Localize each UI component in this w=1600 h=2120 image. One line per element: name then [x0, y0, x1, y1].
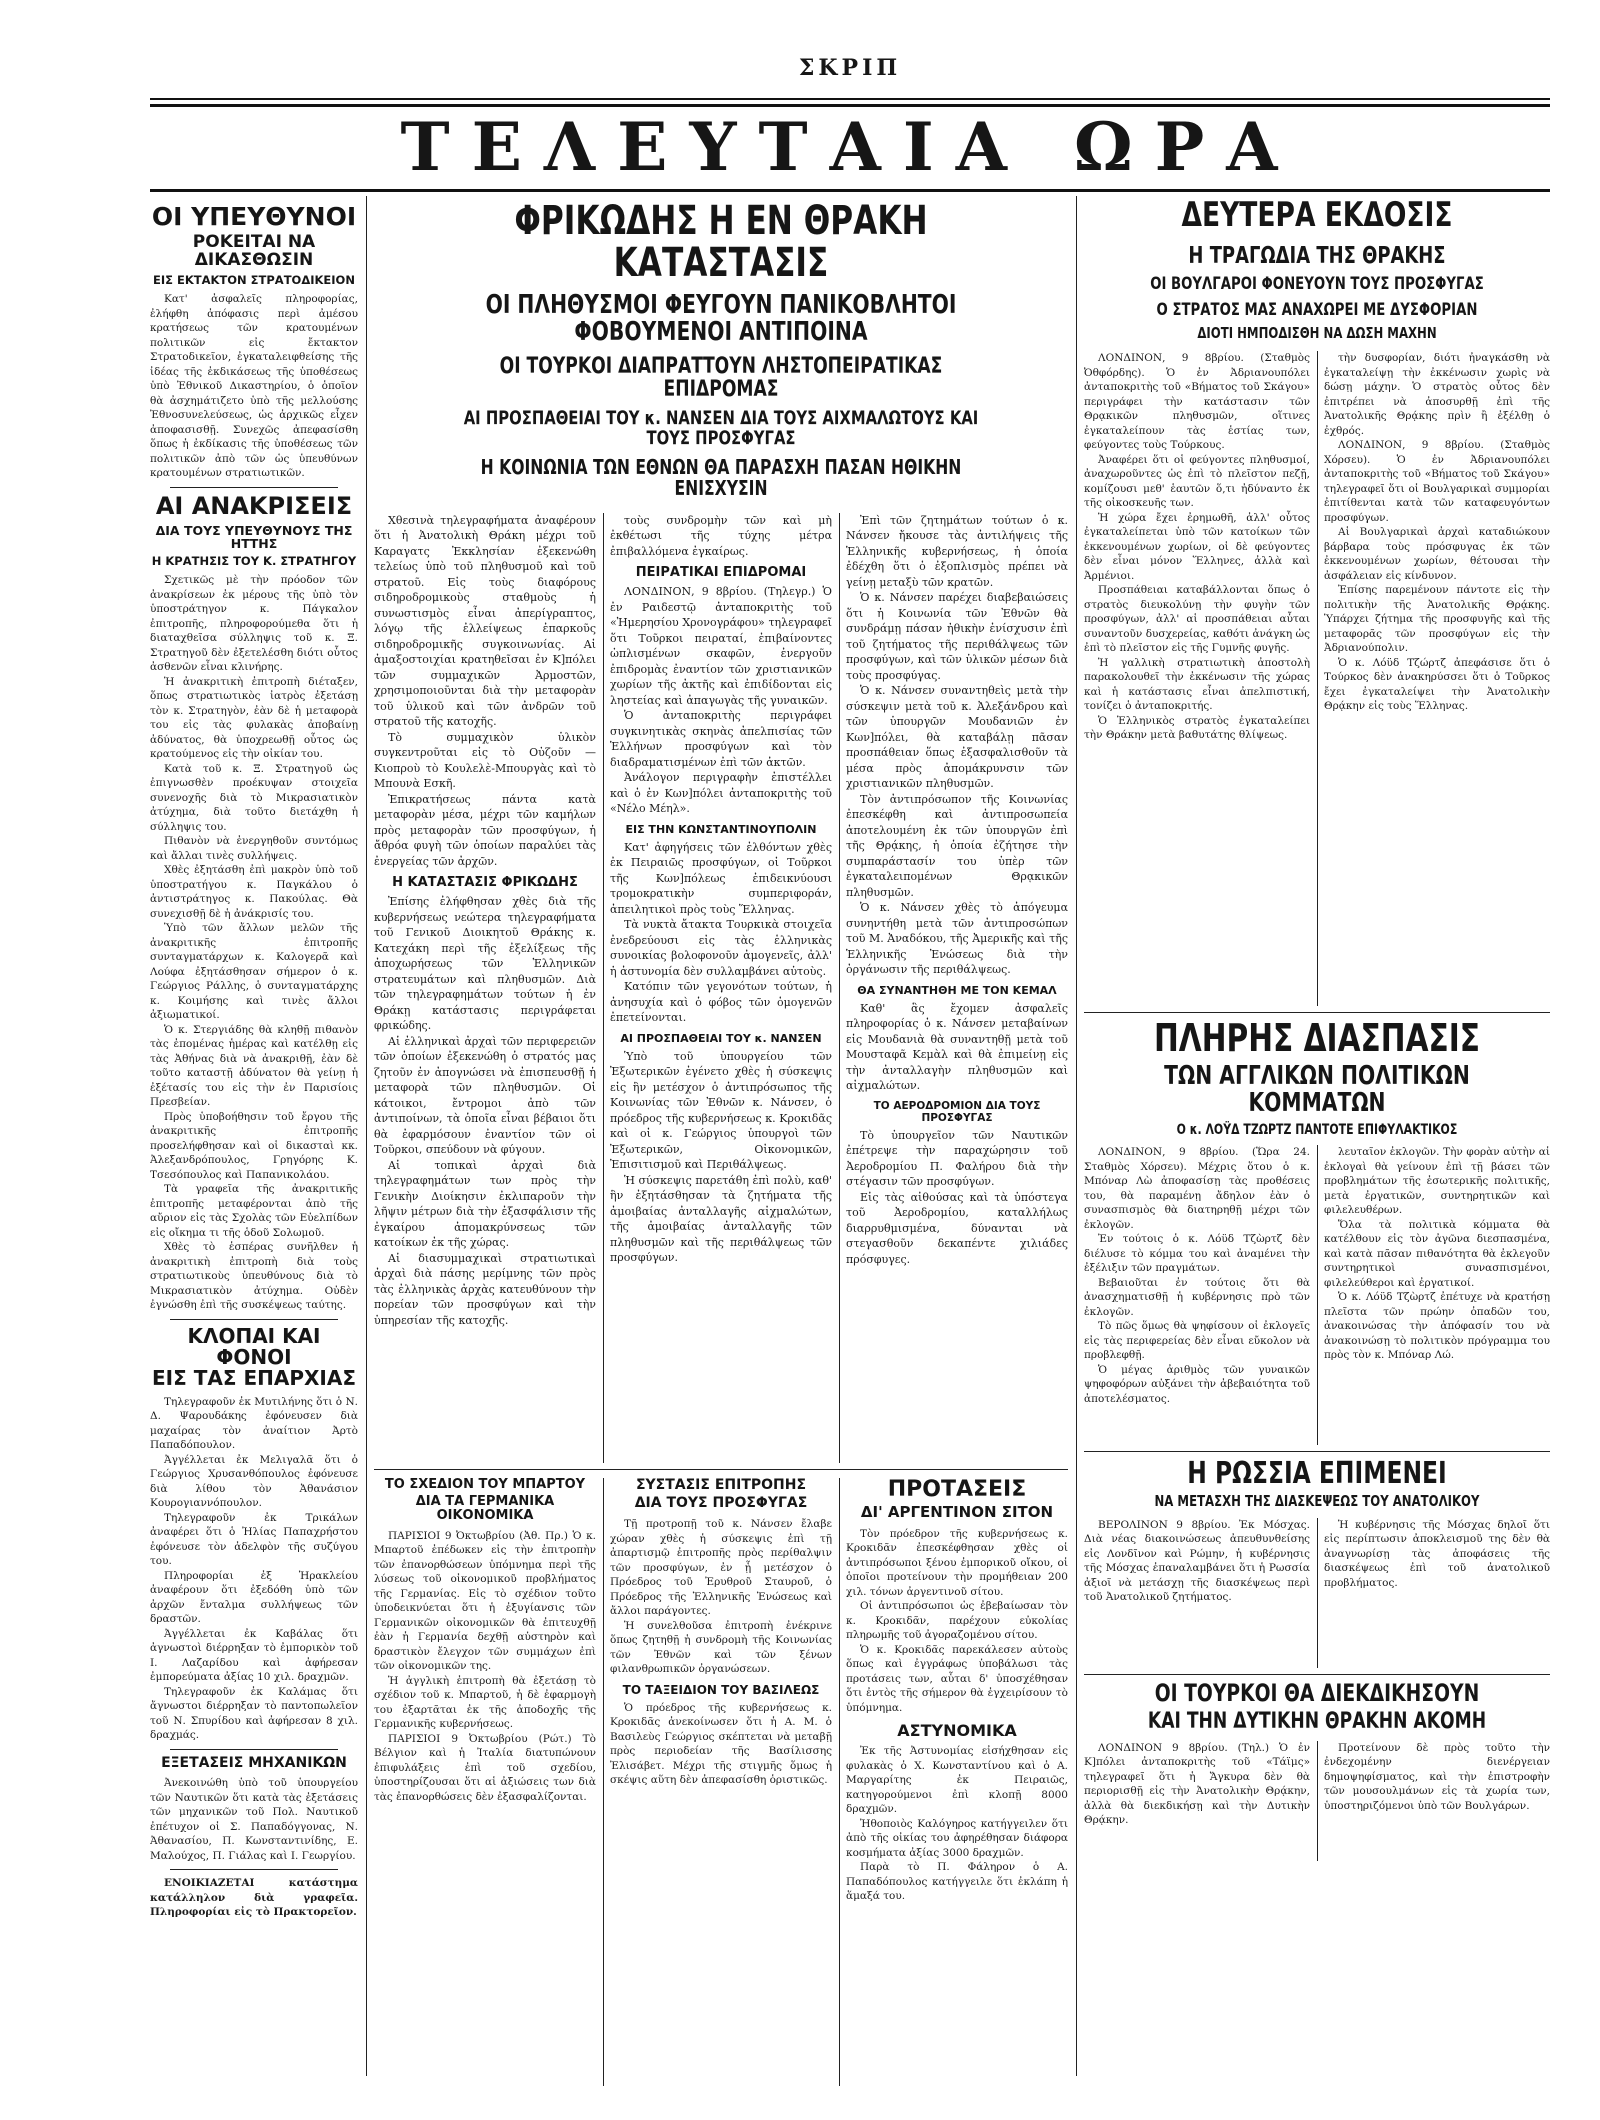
- headline: ΟΙ ΥΠΕΥΘΥΝΟΙ: [151, 202, 357, 231]
- article-paragraph: Ἡ χώρα ἔχει ἐρημωθῆ, ἀλλ' οὗτος ἐγκαταλείπεται ὑπὸ τῶν κατοίκων τῶν ἐκκενουμένων χωρίων, οἱ δὲ φεύγοντες δὲν εἶναι μόνον Ἕλληνες, ἀλλὰ καὶ Ἀρμένιοι.: [1084, 511, 1310, 582]
- headline: ΔΙ' ΑΡΓΕΝΤΙΝΟΝ ΣΙΤΟΝ: [860, 1502, 1054, 1521]
- column-divider: [603, 513, 604, 1463]
- article-paragraph: Χθεσινὰ τηλεγραφήματα ἀναφέρουν ὅτι ἡ Ἀνατολικὴ Θράκη μέχρι τοῦ Καραγατς Ἐκκλησίαν ἐξεκενώθη τελείως ὑπὸ τοῦ πληθυσμοῦ καὶ τοῦ στρατοῦ. Εἰς τοὺς διαφόρους σιδηροδρομικοὺς σταθμοὺς ἡ συνωστισμὸς εἶναι ἀπερίγραπτος, λόγῳ τῆς ἐλλείψεως ἐπαρκοῦς σιδηροδρομικῆς συγκοινωνίας. Αἱ ἀμαξοστοιχίαι κρατηθεῖσαι ἐν Κ]πόλει τῶν συμμαχικῶν Ἀρμοστῶν, χρησιμοποιοῦνται διὰ τὴν μεταφορὰν τοῦ ὑλικοῦ καὶ τῶν ἀνδρῶν τοῦ στρατοῦ τῆς κατοχῆς.: [374, 513, 596, 729]
- article-paragraph: Ἡ ἀνακριτικὴ ἐπιτροπὴ διέταξεν, ὅπως στρατιωτικὸς ἰατρὸς ἐξετάσῃ τὸν κ. Στρατηγὸν, ἐὰν δὲ ἡ μεταφορὰ του εἰς τὰς φυλακὰς ἀποβαίνῃ ἀδύνατος, θὰ ὑποχρεωθῇ οὗτος ὡς κρατούμενος εἰς τὴν οἰκίαν του.: [150, 675, 358, 760]
- article-paragraph: Ὁ Ἑλληνικὸς στρατὸς ἐγκαταλείπει τὴν Θράκην μετὰ βαθυτάτης θλίψεως.: [1084, 714, 1310, 742]
- banner-title: ΤΕΛΕΥΤΑΙΑ ΩΡΑ: [400, 108, 1300, 186]
- article-paragraph: Ὅλα τὰ πολιτικὰ κόμματα θὰ κατέλθουν εἰς τὸν ἀγῶνα διεσπασμένα, καὶ κατὰ πᾶσαν πιθανότητα θὰ ἐκλεγοῦν συντηρητικοὶ συνασπισμένοι, φιλελεύθεροι καὶ ἐργατικοί.: [1324, 1218, 1550, 1289]
- article-paragraph: τὴν δυσφορίαν, διότι ἠναγκάσθη νὰ ἐγκαταλείψῃ τὴν ἐκκένωσιν χωρὶς νὰ δώσῃ μάχην. Ὁ στρατὸς οὗτος δὲν ἐπιτρέπει νὰ ἀποσυρθῇ ἐπὶ τῆς Ἀνατολικῆς Θρᾴκης πρὶν ἢ ἐξέλθῃ ὁ ἐχθρός.: [1324, 352, 1550, 437]
- article-paragraph: Αἱ τοπικαὶ ἀρχαὶ διὰ τηλεγραφημάτων των πρὸς τὴν Γενικὴν Διοίκησιν ἐκλιπαροῦν τὴν λῆψιν μέτρων διὰ τὴν ἐξασφάλισιν τῆς ἐγκαίρου ἀπομακρύνσεως τῶν κατοίκων ἐκ τῆς χώρας.: [374, 1158, 596, 1250]
- article-paragraph: Ὁ μέγας ἀριθμὸς τῶν γυναικῶν ψηφοφόρων αὐξάνει τὴν ἀβεβαιότητα τοῦ ἀποτελέσματος.: [1084, 1363, 1310, 1405]
- center-lower-subcolumn-3: [846, 1478, 1068, 2086]
- subheading: ΑΣΤΥΝΟΜΙΚΑ: [897, 1721, 1017, 1740]
- article-separator: [170, 1749, 338, 1750]
- headline: ΕΙΣ ΤΑΣ ΕΠΑΡΧΙΑΣ: [151, 1365, 356, 1390]
- article-paragraph: Τὰ νυκτὰ ἄτακτα Τουρκικὰ στοιχεῖα ἐνεδρεύουσι εἰς τὰς ἑλληνικὰς συνοικίας βολοφονοῦν ἀμογενεῖς, ἀλλ' ἡ ἀστυνομία δὲν συλλαμβάνει αὐτοὺς.: [610, 918, 832, 978]
- article-paragraph: Οἱ ἀντιπρόσωποι ὡς ἐβεβαίωσαν τὸν κ. Κροκιδᾶν, παρέχουν εὐκολίας πληρωμῆς τοῦ ἀγοραζομένου σίτου.: [846, 1600, 1068, 1641]
- article-paragraph: ΛΟΝΔΙΝΟΝ, 9 8βρίου. (Τηλεγρ.) Ὁ ἐν Ραιδεστῷ ἀνταποκριτὴς τοῦ «Ἡμερησίου Χρονογράφου» τηλεγραφεῖ ὅτι Τοῦρκοι πειραταί, ἐπιβαίνοντες ὡπλισμένων σκαφῶν, ἐνεργοῦν ἐπιδρομὰς ἐναντίον τῶν χριστιανικῶν χωρίων τῆς ἀκτῆς καὶ ἐπιδίδονται εἰς ληστείας καὶ ἀπαγωγὰς τῆς γυναικῶν.: [610, 585, 832, 707]
- subheadline: ΔΙΟΤΙ ΗΜΠΟΔΙΣΘΗ ΝΑ ΔΩΣΗ ΜΑΧΗΝ: [1197, 323, 1437, 342]
- article-paragraph: Τὸ συμμαχικὸν ὑλικὸν συγκεντροῦται εἰς τὸ Οὐζοῦν — Κιοπροὺ τὸ Κουλελὲ-Μπουργὰς καὶ τὸ Μπουνὰ Εσκῆ.: [374, 730, 596, 791]
- subheadline: Ο κ. ΛΟΫΔ ΤΖΩΡΤΖ ΠΑΝΤΟΤΕ ΕΠΙΦΥΛΑΚΤΙΚΟΣ: [1176, 1121, 1458, 1138]
- column-divider: [839, 1478, 840, 2086]
- right-lower-block: [1084, 1518, 1550, 1668]
- subheading: ΘΑ ΣΥΝΑΝΤΗΘΗ ΜΕ ΤΟΝ ΚΕΜΑΛ: [857, 983, 1057, 997]
- right-bottom-block: [1084, 1741, 1550, 1861]
- subheadline: Η ΚΡΑΤΗΣΙΣ ΤΟΥ Κ. ΣΤΡΑΤΗΓΟΥ: [151, 553, 357, 568]
- article-paragraph: Ἀναφέρει ὅτι οἱ φεύγοντες πληθυσμοί, ἀναχωροῦντες ὡς ἐπὶ τὸ πλεῖστον πεζῇ, κομίζουσι μεθ' ἑαυτῶν ὅ,τι ἠδύναντο ἐκ τῆς οἰκοσκευῆς των.: [1084, 453, 1310, 510]
- subheading: Η ΚΑΤΑΣΤΑΣΙΣ ΦΡΙΚΩΔΗΣ: [392, 875, 578, 891]
- article-paragraph: Ὑπὸ τῶν ἄλλων μελῶν τῆς ἀνακριτικῆς ἐπιτροπῆς συνταγματάρχων κ. Καλογερᾶ καὶ Λούφα ἐξητάσθησαν σήμερον ὁ κ. Γεώργιος Ράλλης, ὁ συνταγματάρχης κ. Κοιμήσης καὶ τινὲς ἄλλοι ἀξιωματικοί.: [150, 922, 358, 1021]
- headline: ΔΙΑ ΤΑ ΓΕΡΜΑΝΙΚΑ ΟΙΚΟΝΟΜΙΚΑ: [415, 1494, 555, 1523]
- article-paragraph: Κατ' ἀφηγήσεις τῶν ἐλθόντων χθὲς ἐκ Πειραιῶς προσφύγων, οἱ Τοῦρκοι τῆς Κων]πόλεως ἐπιδεικνύουσι τρομοκρατικὴν συμπεριφοράν, ἀπειλητικοὶ πρὸς τοὺς Ἕλληνας.: [610, 840, 832, 916]
- right-subcolumn-1: [1084, 351, 1310, 1006]
- headline: ΤΩΝ ΑΓΓΛΙΚΩΝ ΠΟΛΙΤΙΚΩΝ ΚΟΜΜΑΤΩΝ: [1164, 1061, 1470, 1119]
- article-paragraph: Πληροφορίαι ἐξ Ἡρακλείου ἀναφέρουν ὅτι ἐξεδόθη ὑπὸ τῶν ἀρχῶν ἔνταλμα συλλήψεως τῶν δραστῶν.: [150, 1569, 358, 1625]
- right-subcolumn-2: [1324, 351, 1550, 1006]
- article-paragraph: Ἡ κυβέρνησις τῆς Μόσχας δηλοῖ ὅτι εἰς περίπτωσιν ἀποκλεισμοῦ της δὲν θὰ ἀναγνωρίσῃ τὰς ἀποφάσεις τῆς διασκέψεως ἐπὶ τοῦ ἀνατολικοῦ προβλήματος.: [1324, 1518, 1550, 1589]
- right-upper-block: [1084, 351, 1550, 1006]
- article-paragraph: Ὁ πρόεδρος τῆς κυβερνήσεως κ. Κροκιδᾶς ἀνεκοίνωσεν ὅτι ἡ Α. Μ. ὁ Βασιλεὺς Γεώργιος σκέπτεται νὰ μεταβῇ πρὸς περιοδείαν τῆς Βασίλισσης Ἐλισάβετ. Μέχρι τῆς στιγμῆς ὅμως ἡ σκέψις αὕτη δὲν ἀπεφασίσθη ὁριστικῶς.: [610, 1701, 832, 1787]
- subheading: ΤΟ ΑΕΡΟΔΡΟΜΙΟΝ ΔΙΑ ΤΟΥΣ ΠΡΟΣΦΥΓΑΣ: [873, 1099, 1041, 1124]
- article-paragraph: Κατόπιν τῶν γεγονότων τούτων, ἡ ἀνησυχία καὶ ὁ φόβος τῶν ὁμογενῶν ἐπετείνονται.: [610, 980, 832, 1025]
- article-paragraph: Ἐκ τῆς Ἀστυνομίας εἰσήχθησαν εἰς φυλακὰς ὁ Χ. Κωνσταντίνου καὶ ὁ Α. Μαργαρίτης ἐκ Πειραιῶς, κατηγορούμενοι ἐπὶ κλοπῇ 8000 δραχμῶν.: [846, 1745, 1068, 1815]
- center-column: [374, 196, 1068, 2086]
- article-separator: [170, 487, 338, 488]
- subheadline: ΝΑ ΜΕΤΑΣΧΗ ΤΗΣ ΔΙΑΣΚΕΨΕΩΣ ΤΟΥ ΑΝΑΤΟΛΙΚΟΥ: [1154, 1491, 1480, 1510]
- subheadline: ΕΙΣ ΕΚΤΑΚΤΟΝ ΣΤΡΑΤΟΔΙΚΕΙΟΝ: [153, 272, 355, 287]
- headline: Η ΤΡΑΓΩΔΙΑ ΤΗΣ ΘΡΑΚΗΣ: [1188, 242, 1446, 269]
- article-paragraph: Πρὸς ὑποβοήθησιν τοῦ ἔργου τῆς ἀνακριτικῆς ἐπιτροπῆς προσελήφθησαν καὶ οἱ δικασταὶ κκ. Ἀλεξανδρόπουλος, Γρηγόρης Κ. Τσεσόπουλος καὶ Παπανικολάου.: [150, 1110, 358, 1181]
- headline: ΠΡΟΤΑΣΕΙΣ: [887, 1477, 1027, 1502]
- center-subcolumn-1: [374, 513, 596, 1463]
- right-column: [1084, 196, 1550, 2086]
- column-divider: [1317, 1741, 1318, 1861]
- subheadline: ΔΙΑ ΤΟΥΣ ΥΠΕΥΘΥΝΟΥΣ ΤΗΣ ΗΤΤΗΣ: [155, 522, 353, 551]
- center-lower-subcolumn-2: [610, 1478, 832, 2086]
- headline: ΟΙ ΠΛΗΘΥΣΜΟΙ ΦΕΥΓΟΥΝ ΠΑΝΙΚΟΒΛΗΤΟΙ ΦΟΒΟΥΜΕΝΟΙ ΑΝΤΙΠΟΙΝΑ: [485, 290, 957, 348]
- center-upper-block: [374, 513, 1068, 1463]
- right-lower-subcolumn-1: [1084, 1518, 1310, 1668]
- article-paragraph: Ἠθοποιὸς Καλόγηρος κατήγγειλεν ὅτι ἀπὸ τῆς οἰκίας του ἀφηρέθησαν διάφορα κοσμήματα ἀξίας 3000 δραχμῶν.: [846, 1817, 1068, 1859]
- column-divider: [1317, 1518, 1318, 1668]
- article-paragraph: Ὁ κ. Κροκιδᾶς παρεκάλεσεν αὐτοὺς ὅπως καὶ ἐγγράφως ὑποβάλωσι τὰς προτάσεις των, αὗται δ' ὑποσχέθησαν ὅτι ἐντὸς τῆς σήμερον θὰ ἐγχειρίσουν τὸ ὑπόμνημα.: [846, 1643, 1068, 1714]
- headline: ΟΙ ΒΟΥΛΓΑΡΟΙ ΦΟΝΕΥΟΥΝ ΤΟΥΣ ΠΡΟΣΦΥΓΑΣ: [1150, 273, 1484, 294]
- column-divider: [839, 513, 840, 1463]
- article-paragraph: τοὺς συνδρομὴν τῶν καὶ μὴ ἐκθέτωσι τῆς τύχης μέτρα ἐπιβαλλόμενα ἐγκαίρως.: [610, 513, 832, 558]
- article-paragraph: Τὸν πρόεδρον τῆς κυβερνήσεως κ. Κροκιδᾶν ἐπεσκέφθησαν χθὲς οἱ ἀντιπρόσωποι ξένου ἐμπορικοῦ οἴκου, οἱ ὁποῖοι προτείνουν τὴν προμήθειαν 200 χιλ. τόνων ἀργεντινοῦ σίτου.: [846, 1527, 1068, 1598]
- headline: ΟΙ ΤΟΥΡΚΟΙ ΘΑ ΔΙΕΚΔΙΚΗΣΟΥΝ: [1154, 1678, 1480, 1707]
- left-column: [150, 196, 358, 2086]
- article-paragraph: Χθὲς ἐξητάσθη ἐπὶ μακρὸν ὑπὸ τοῦ ὑποστρατήγου κ. Παγκάλου ὁ ἀντιστράτηγος κ. Πακούλας. Θὰ συνεχισθῇ δὲ ἡ ἀνάκρισίς του.: [150, 864, 358, 920]
- main-headline: ΦΡΙΚΩΔΗΣ Η ΕΝ ΘΡΑΚΗ ΚΑΤΑΣΤΑΣΙΣ: [514, 198, 928, 286]
- center-subcolumn-3: [846, 513, 1068, 1463]
- article-paragraph: Ἀνάλογον περιγραφὴν ἐπιστέλλει καὶ ὁ ἐν Κων]πόλει ἀνταποκριτὴς τοῦ «Νέλο Μέηλ».: [610, 771, 832, 816]
- article-paragraph: Σχετικῶς μὲ τὴν πρόοδον τῶν ἀνακρίσεων ἐκ μέρους τῆς ὑπὸ τὸν ὑποστράτηγον κ. Πάγκαλον ἐπιτροπῆς, πληροφορούμεθα ὅτι ἡ διαταχθεῖσα σύλληψις τοῦ κ. Ξ. Στρατηγοῦ δὲν ἐξετελέσθη διότι οὗτος ἀσθενῶν εἶναι κλινήρης.: [150, 574, 358, 673]
- article-paragraph: Κατ' ἀσφαλεῖς πληροφορίας, ἐλήφθη ἀπόφασις περὶ ἀμέσου κρατήσεως τῶν κρατουμένων πολιτικῶν εἰς ἔκτακτον Στρατοδικεῖον, ἐγκαταλειφθείσης τῆς ἰδέας τῆς ἐκδικάσεως τῆς ὑποθέσεως ὑπὸ Ἐθνικοῦ Δικαστηρίου, ὁ ὁποῖον θὰ ἀσχημάτιζετο ὑπὸ τῆς μελλούσης Ἐθνοσυνελεύσεως, ὡς ἀρχικῶς εἶχεν ἀποφασισθῇ. Συνεχῶς ἀπεφασίσθη ὅπως ἡ ἐκδίκασις τῆς ὑποθέσεως τῶν πολιτικῶν ἀπὸ τῶν ὡς ὑπευθύνων κρατουμένων στρατιωτικῶν.: [150, 293, 358, 479]
- subheading: ΑΙ ΠΡΟΣΠΑΘΕΙΑΙ ΤΟΥ κ. ΝΑΝΣΕΝ: [620, 1031, 822, 1045]
- article-paragraph: Ὁ κ. Λόϋδ Τζὼρτζ ἐπέτυχε νὰ κρατήσῃ πλεῖστα τῶν πρώην ὀπαδῶν του, ἀνακοινώσας τὴν ἀπόφασίν του νὰ ἀνακοινώσῃ τὸ πολιτικὸν πρόγραμμα του πρὸς τὸν κ. Μπόναρ Λώ.: [1324, 1291, 1550, 1362]
- headline: ΡΟΚΕΙΤΑΙ ΝΑ ΔΙΚΑΣΘΩΣΙΝ: [192, 232, 316, 271]
- article-paragraph: Ἐν τούτοις ὁ κ. Λόϋδ Τζὼρτζ δὲν διέλυσε τὸ κόμμα του καὶ ἀναμένει τὴν ἐξέλιξιν τῶν πραγμάτων.: [1084, 1233, 1310, 1275]
- subheading: ΤΟ ΤΑΞΕΙΔΙΟΝ ΤΟΥ ΒΑΣΙΛΕΩΣ: [622, 1682, 820, 1697]
- right-middle-subcolumn-1: [1084, 1145, 1310, 1445]
- edition-headline: ΔΕΥΤΕΡΑ ΕΚΔΟΣΙΣ: [1181, 196, 1453, 235]
- headline: ΕΞΕΤΑΣΕΙΣ ΜΗΧΑΝΙΚΩΝ: [161, 1754, 347, 1771]
- article-paragraph: Ὁ κ. Νάνσεν χθὲς τὸ ἀπόγευμα συνηντήθη μετὰ τῶν ἀντιπροσώπων τοῦ Μ. Ἀναδόκου, τῆς Ἀμερικῆς καὶ τῆς Ἑλληνικῆς Ἐνώσεως διὰ τὴν ὀργάνωσιν τῆς περιθάλψεως.: [846, 901, 1068, 977]
- right-bottom-subcolumn-2: [1324, 1741, 1550, 1861]
- headline: ΔΙΑ ΤΟΥΣ ΠΡΟΣΦΥΓΑΣ: [634, 1495, 808, 1512]
- article-paragraph: Ἡ ἀγγλικὴ ἐπιτροπὴ θὰ ἐξετάσῃ τὸ σχέδιον τοῦ κ. Μπαρτοῦ, ἡ δὲ ἐφαρμογὴ του ἐξαρτᾶται ἐκ τῆς ἀποδοχῆς τῆς Γερμανικῆς κυβερνήσεως.: [374, 1674, 596, 1731]
- newspaper-name: ΣΚΡΙΠ: [798, 55, 902, 81]
- section-rule: [1084, 1674, 1550, 1675]
- subheading: ΕΙΣ ΤΗΝ ΚΩΝΣΤΑΝΤΙΝΟΥΠΟΛΙΝ: [625, 822, 817, 836]
- headline: ΟΙ ΤΟΥΡΚΟΙ ΔΙΑΠΡΑΤΤΟΥΝ ΛΗΣΤΟΠΕΙΡΑΤΙΚΑΣ ΕΠΙΔΡΟΜΑΣ: [499, 353, 943, 402]
- article-paragraph: Τὰ γραφεῖα τῆς ἀνακριτικῆς ἐπιτροπῆς μεταφέρονται ἀπὸ τῆς αὔριον εἰς τὰς Σχολὰς τῶν Εὐελπίδων εἰς οἴκημα τι τῆς ὁδοῦ Σολωμοῦ.: [150, 1183, 358, 1239]
- center-subcolumn-2: [610, 513, 832, 1463]
- article-paragraph: Αἱ διασυμμαχικαὶ στρατιωτικαὶ ἀρχαὶ διὰ πάσης μερίμνης τῶν πρὸς τὰς ἐλληνικὰς ἀρχὰς κατευθύνουν τὴν πορείαν τῶν προσφύγων καὶ τὴν ὑπηρεσίαν τῆς κατοχῆς.: [374, 1251, 596, 1327]
- headline: ΣΥΣΤΑΣΙΣ ΕΠΙΤΡΟΠΗΣ: [635, 1477, 807, 1493]
- article-paragraph: λευταῖον ἐκλογῶν. Τὴν φορὰν αὐτὴν αἱ ἐκλογαὶ θὰ γείνουν ἐπὶ τῇ βάσει τῶν προβλημάτων τῆς ἐσωτερικῆς πολιτικῆς, μετὰ ἐργατικῶν, συντηρητικῶν καὶ φιλελευθέρων.: [1324, 1146, 1550, 1217]
- article-paragraph: ΛΟΝΔΙΝΟΝ, 9 8βρίου. (Σταθμὸς Ὀθφόρδης). Ὁ ἐν Ἀδριανουπόλει ἀνταποκριτὴς τοῦ «Βήματος τοῦ Σκάγου» περιγράφει τὴν κατάστασιν τῶν Θρᾳκικῶν πληθυσμῶν, οἵτινες ἐγκαταλείπουν τὰς ἑστίας των, φεύγοντες τοὺς Τούρκους.: [1084, 352, 1310, 452]
- article-paragraph: Ἐπικρατήσεως πάντα κατὰ μεταφορὰν μέσα, μέχρι τῶν καμήλων πρὸς μεταφορὰν τῶν προσφύγων, ἡ ἄθρόα φυγὴ τῶν ὁποίων παραλύει τὰς ἐνεργείας τῶν ἀρχῶν.: [374, 792, 596, 868]
- section-rule: [1084, 1012, 1550, 1013]
- article-paragraph: Ἐπίσης παρεμένουν πάντοτε εἰς τὴν πολιτικὴν τῆς Ἀνατολικῆς Θρᾴκης. Ὑπάρχει ζήτημα τῆς προσφυγῆς καὶ τῆς μεταφορᾶς τῶν προσφύγων εἰς τὴν Ἀδριανούπολιν.: [1324, 584, 1550, 655]
- right-middle-block: [1084, 1145, 1550, 1445]
- headline: ΠΛΗΡΗΣ ΔΙΑΣΠΑΣΙΣ: [1153, 1016, 1481, 1061]
- right-bottom-subcolumn-1: [1084, 1741, 1310, 1861]
- column-divider: [1317, 1145, 1318, 1445]
- headline: Η ΚΟΙΝΩΝΙΑ ΤΩΝ ΕΘΝΩΝ ΘΑ ΠΑΡΑΣΧΗ ΠΑΣΑΝ ΗΘΙΚΗΝ ΕΝΙΣΧΥΣΙΝ: [480, 454, 962, 500]
- article-paragraph: Ἀγγέλλεται ἐκ Καβάλας ὅτι ἀγνωστοὶ διέρρηξαν τὸ ἐμπορικὸν τοῦ Ι. Λαζαρίδου καὶ ἀφήρεσαν ἐμπορεύματα ἀξίας 10 χιλ. δραχμῶν.: [150, 1627, 358, 1683]
- right-middle-subcolumn-2: [1324, 1145, 1550, 1445]
- article-paragraph: ΛΟΝΔΙΝΟΝ 9 8βρίου. (Τηλ.) Ὁ ἐν Κ]πόλει ἀνταποκριτὴς τοῦ «Τάϊμς» τηλεγραφεῖ ὅτι ἡ Ἄγκυρα δὲν θὰ περιορισθῇ εἰς τὴν Ἀνατολικὴν Θρᾴκην, ἀλλὰ θὰ διεκδικήσῃ καὶ τὴν Δυτικὴν Θρᾴκην.: [1084, 1741, 1310, 1827]
- article-paragraph: Ἡ γαλλικὴ στρατιωτικὴ ἀποστολὴ παρακολουθεῖ τὴν ἐκκένωσιν τῆς χώρας καὶ ἡ κατάστασις εἶναι ἀπελπιστική, τονίζει ὁ ἀνταποκριτής.: [1084, 656, 1310, 713]
- article-paragraph: ΠΑΡΙΣΙΟΙ 9 Ὀκτωβρίου (Ρώτ.) Τὸ Βέλγιον καὶ ἡ Ἰταλία διατυπώνουν ἐπιφυλάξεις ἐπὶ τοῦ σχεδίου, ὑποστηρίζουσαι ὅτι αἱ ἀξιώσεις των διὰ τὰς ἐπανορθώσεις δὲν ἐξασφαλίζονται.: [374, 1732, 596, 1803]
- article-paragraph: Τὸ πῶς ὅμως θὰ ψηφίσουν οἱ ἐκλογεῖς εἰς τὰς περιφερείας δὲν εἶναι εὔκολον νὰ προβλεφθῇ.: [1084, 1320, 1310, 1362]
- column-divider: [366, 196, 367, 2076]
- article-paragraph: Βεβαιοῦται ἐν τούτοις ὅτι θὰ ἀνασχηματισθῇ ἡ κυβέρνησις πρὸ τῶν ἐκλογῶν.: [1084, 1276, 1310, 1318]
- article-paragraph: Καθ' ἃς ἔχομεν ἀσφαλεῖς πληροφορίας ὁ κ. Νάνσεν μεταβαίνων εἰς Μουδανιὰ θὰ συναντηθῇ μετὰ τοῦ Μουσταφᾶ Κεμὰλ καὶ θὰ ἐπιμείνῃ εἰς τὴν ἀνταλλαγὴν πληθυσμῶν καὶ αἰχμαλώτων.: [846, 1001, 1068, 1093]
- article-paragraph: Χθὲς τὸ ἑσπέρας συνῆλθεν ἡ ἀνακριτικὴ ἐπιτροπὴ διὰ τοὺς στρατιωτικοὺς ὑπευθύνους διὰ τὸ Μικρασιατικὸν ἀτύχημα. Οὐδὲν ἐγνώσθη ἐπὶ τῆς συσκέψεως ταύτης.: [150, 1241, 358, 1311]
- article-paragraph: Αἱ ἐλληνικαὶ ἀρχαὶ τῶν περιφερειῶν τῶν ὁποίων ἐξεκενώθη ὁ στρατός μας ζητοῦν ἐν ἀπογνώσει νὰ ἐπισπευσθῇ ἡ μεταφορὰ τῶν πληθυσμῶν. Οἱ κάτοικοι, ἔντρομοι ἀπὸ τῶν ἀντιποίνων, τὰ ὁποῖα εἶναι βέβαιοι ὅτι θὰ ἐφαρμόσουν ἐναντίον τῶν οἱ Τοῦρκοι, σπεύδουν νὰ φύγουν.: [374, 1034, 596, 1157]
- section-rule: [374, 1469, 1068, 1470]
- article-paragraph: Ὁ κ. Νάνσεν παρέχει διαβεβαιώσεις ὅτι ἡ Κοινωνία τῶν Ἐθνῶν θὰ συνδράμῃ πάσαν ἠθικὴν ἐνίσχυσιν ἐπὶ τοῦ ζητήματος τῆς περιθάλψεως τῶν προσφύγων, καὶ τῶν ὑλικῶν μέσων διὰ τοὺς προσφύγας.: [846, 591, 1068, 682]
- headline: Ο ΣΤΡΑΤΟΣ ΜΑΣ ΑΝΑΧΩΡΕΙ ΜΕ ΔΥΣΦΟΡΙΑΝ: [1156, 299, 1478, 320]
- article-paragraph: Ὁ κ. Νάνσεν συναντηθεὶς μετὰ τὴν σύσκεψιν μετὰ τοῦ κ. Ἀλεξάνδρου καὶ τῶν ὑπουργῶν Μουδανιῶν ἐν Κων]πόλει, θὰ καταβάλῃ πᾶσαν προσπάθειαν ὅπως ἐξασφαλισθοῦν τὰ μέσα πρὸς ἀπομάκρυνσιν τῶν χριστιανικῶν πληθυσμῶν.: [846, 684, 1068, 791]
- article-paragraph: Ἀνεκοινώθη ὑπὸ τοῦ ὑπουργείου τῶν Ναυτικῶν ὅτι κατὰ τὰς ἐξετάσεις τῶν μηχανικῶν τοῦ Πολ. Ναυτικοῦ ἐπέτυχον οἱ Σ. Παπαδόγγονας, Ν. Ἀθανασίου, Π. Κωνσταντινίδης, Ε. Μαλούχος, Π. Γιάλας καὶ Ι. Γεωργίου.: [150, 1777, 358, 1862]
- article-paragraph: Παρὰ τὸ Π. Φάληρον ὁ Α. Παπαδόπουλος κατήγγειλε ὅτι ἐκλάπη ἡ ἅμαξά του.: [846, 1861, 1068, 1902]
- article-paragraph: Ἡ σύσκεψις παρετάθη ἐπὶ πολὺ, καθ' ἣν ἐξητάσθησαν τὰ ζητήματα τῆς ἀμοιβαίας ἀνταλλαγῆς αἰχμαλώτων, τῆς ἀμοιβαίας ἀνταλλαγῆς τῶν πληθυσμῶν καὶ τῆς περιθάλψεως τῶν προσφύγων.: [610, 1173, 832, 1265]
- article-paragraph: Ἀγγέλλεται ἐκ Μελιγαλᾶ ὅτι ὁ Γεώργιος Χρυσανθόπουλος ἐφόνευσε διὰ λίθου τὸν Ἀθανάσιον Κουρογιαννόπουλον.: [150, 1453, 358, 1509]
- masthead: [150, 55, 1550, 81]
- article-paragraph: Τῇ προτροπῇ τοῦ κ. Νάνσεν ἔλαβε χώραν χθὲς ἡ σύσκεψις ἐπὶ τῇ ἀπαρτισμῷ ἐπιτροπῆς πρὸς περίθαλψιν τῶν προσφύγων, ἐν ᾗ μετέσχον ὁ Πρόεδρος τοῦ Ἐρυθροῦ Σταυροῦ, ὁ Πρόεδρος τῆς Ἑλληνικῆς Ἑνώσεως καὶ ἄλλοι παράγοντες.: [610, 1518, 832, 1618]
- headline: ΚΛΟΠΑΙ ΚΑΙ ΦΟΝΟΙ: [187, 1323, 321, 1369]
- article-paragraph: Ὑπὸ τοῦ ὑπουργείου τῶν Ἐξωτερικῶν ἐγένετο χθὲς ἡ σύσκεψις εἰς ἣν μετέσχον ὁ ἀντιπρόσωπος τῆς Κοινωνίας τῶν Ἐθνῶν κ. Νάνσεν, ὁ πρόεδρος τῆς κυβερνήσεως κ. Κροκιδᾶς καὶ οἱ κ. Γεώργιος ὑπουργοὶ τῶν Ἐξωτερικῶν, Οἰκονομικῶν, Ἐπισιτισμοῦ καὶ Περιθάλψεως.: [610, 1049, 832, 1172]
- article-paragraph: Τὸ ὑπουργεῖον τῶν Ναυτικῶν ἐπέτρεψε τὴν παραχώρησιν τοῦ Ἀεροδρομίου Π. Φαλήρου διὰ τὴν στέγασιν τῶν προσφύγων.: [846, 1128, 1068, 1189]
- headline: ΚΑΙ ΤΗΝ ΔΥΤΙΚΗΝ ΘΡΑΚΗΝ ΑΚΟΜΗ: [1147, 1708, 1487, 1734]
- subheading: ΠΕΙΡΑΤΙΚΑΙ ΕΠΙΔΡΟΜΑΙ: [635, 565, 807, 581]
- right-lower-subcolumn-2: [1324, 1518, 1550, 1668]
- article-paragraph: Αἱ Βουλγαρικαὶ ἀρχαὶ καταδιώκουν βάρβαρα τοὺς πρόσφυγας ἐκ τῶν ἐκκενουμένων χωρίων, θέτουσαι τὴν ἀσφάλειαν εἰς κίνδυνον.: [1324, 526, 1550, 582]
- article-paragraph: Πιθανὸν νὰ ἐνεργηθοῦν συντόμως καὶ ἄλλαι τινὲς συλλήψεις.: [150, 835, 358, 862]
- center-lower-subcolumn-1: [374, 1478, 596, 2086]
- article-paragraph: Προσπάθειαι καταβάλλονται ὅπως ὁ στρατὸς διευκολύνῃ τὴν φυγὴν τῶν προσφύγων, ἀλλ' αἱ προσπάθειαι αὗται συναντοῦν δυσχερείας, καθότι ἀνάγκη ὡς ἐπὶ τὸ πλεῖστον εἰς τῆς Γυμνῆς φυγῆς.: [1084, 584, 1310, 655]
- article-paragraph: Ἐπίσης ἐλήφθησαν χθὲς διὰ τῆς κυβερνήσεως νεώτερα τηλεγραφήματα τοῦ Γενικοῦ Διοικητοῦ Θράκης κ. Κατεχάκη περὶ τῆς ἐξελίξεως τῆς ἀποχωρήσεως τῶν Ἑλληνικῶν στρατευμάτων καὶ πληθυσμῶν. Διὰ τῶν τηλεγραφημάτων τούτων ἡ ἐν Θράκῃ κατάστασις περιγράφεται φρικώδης.: [374, 895, 596, 1033]
- article-paragraph: Ἡ συνελθοῦσα ἐπιτροπὴ ἐνέκρινε ὅπως ζητηθῇ ἡ συνδρομὴ τῆς Κοινωνίας τῶν Ἐθνῶν καὶ τῶν ξένων φιλανθρωπικῶν ὀργανώσεων.: [610, 1619, 832, 1676]
- article-paragraph: ΒΕΡΟΛΙΝΟΝ 9 8βρίου. Ἐκ Μόσχας. Διὰ νέας διακοινώσεως ἀπευθυνθείσης εἰς Λονδῖνον καὶ Ρώμην, ἡ κυβέρνησις τῆς Μόσχας ἐπαναλαμβάνει ὅτι ἡ Ρωσσία ἀξιοῖ νὰ μετάσχῃ τῆς διασκέψεως περὶ τοῦ Ἀνατολικοῦ ζητήματος.: [1084, 1518, 1310, 1604]
- article-paragraph: Τὸν ἀντιπρόσωπον τῆς Κοινωνίας ἐπεσκέφθη καὶ ἀντιπροσωπεία ἀποτελουμένη ἐκ τῶν ὑπουργῶν ἐπὶ τῆς Θρᾴκης, ἡ ὁποία ἐζήτησε τὴν συμπαράστασίν του ὑπὲρ τῶν ἐγκαταλειπομένων Θρᾳκικῶν πληθυσμῶν.: [846, 792, 1068, 899]
- column-divider: [1076, 196, 1077, 2076]
- article-paragraph: Προτείνουν δὲ πρὸς τοῦτο τὴν ἐνδεχομένην διενέργειαν δημοψηφίσματος, καὶ τὴν ἐπιστροφὴν τῶν μουσουλμάνων εἰς τὰ χωρία των, ὑποστηριζόμενοι ὑπὸ τῶν Βουλγάρων.: [1324, 1741, 1550, 1812]
- article-paragraph: ΠΑΡΙΣΙΟΙ 9 Ὀκτωβρίου (Ἀθ. Πρ.) Ὁ κ. Μπαρτοῦ ἐπέδωκεν εἰς τὴν ἐπιτροπὴν τῶν ἐπανορθώσεων ὑπόμνημα περὶ τῆς λύσεως τοῦ οἰκονομικοῦ προβλήματος τῆς Γερμανίας. Εἰς τὸ σχέδιον τοῦτο ὑποδεικνύεται ὅτι ἡ ἐξυγίανσις τῶν Γερμανικῶν οἰκονομικῶν θὰ ἐπιτευχθῇ ἐὰν ἡ Γερμανία δεχθῇ αὐστηρὸν καὶ δραστικὸν ἔλεγχον τῶν συμμάχων ἐπὶ τῶν οἰκονομικῶν της.: [374, 1529, 596, 1673]
- article-separator: [170, 1319, 338, 1320]
- section-rule: [1084, 1451, 1550, 1452]
- article-paragraph: Τηλεγραφοῦν ἐκ Τρικάλων ἀναφέρει ὅτι ὁ Ἠλίας Παπαχρήστου ἐφόνευσε τὸν ἀδελφὸν τῆς συζύγου του.: [150, 1511, 358, 1567]
- section-banner: [150, 104, 1550, 192]
- article-paragraph: Εἰς τὰς αἰθούσας καὶ τὰ ὑπόστεγα τοῦ Ἀεροδρομίου, καταλλήλως διαρρυθμισμένα, δύνανται νὰ στεγασθοῦν δεκαπέντε χιλιάδες πρόσφυγες.: [846, 1190, 1068, 1266]
- article-paragraph: Τηλεγραφοῦν ἐκ Καλάμας ὅτι ἄγνωστοι διέρρηξαν τὸ παντοπωλεῖον τοῦ Ν. Σπυρίδου καὶ ἀφήρεσαν 8 χιλ. δραχμάς.: [150, 1685, 358, 1741]
- column-divider: [603, 1478, 604, 2086]
- masthead-rule: [150, 98, 1550, 100]
- headline: ΑΙ ΑΝΑΚΡΙΣΕΙΣ: [155, 491, 353, 520]
- classified-ad: ΕΝΟΙΚΙΑΖΕΤΑΙ κατάστημα κατάλληλον διὰ γραφεῖα. Πληροφορίαι εἰς τὸ Πρακτορεῖον.: [150, 1877, 358, 1919]
- article-paragraph: ΛΟΝΔΙΝΟΝ, 9 8βρίου. (Ὥρα 24. Σταθμὸς Χόρσευ). Μέχρις ὅτου ὁ κ. Μπόναρ Λὼ ἀποφασίσῃ τὰς προθέσεις του, θὰ παραμένῃ ἄδηλον ἐὰν ὁ συνασπισμὸς θὰ διατηρηθῇ μέχρι τῶν ἐκλογῶν.: [1084, 1146, 1310, 1231]
- article-paragraph: Ἐπὶ τῶν ζητημάτων τούτων ὁ κ. Νάνσεν ἤκουσε τὰς ἀντιλήψεις τῆς Ἑλληνικῆς κυβερνήσεως, ἡ ὁποία ἐδέχθη ὅτι ὁ ἐξοπλισμὸς πρέπει νὰ γείνῃ μεταξὺ τῶν κρατῶν.: [846, 513, 1068, 589]
- article-paragraph: ΛΟΝΔΙΝΟΝ, 9 8βρίου. (Σταθμὸς Χόρσευ). Ὁ ἐν Ἀδριανουπόλει ἀνταποκριτὴς τοῦ «Βήματος τοῦ Σκάγου» τηλεγραφεῖ ὅτι οἱ Βουλγαρικαὶ συμμορίαι ἐπιτίθενται κατὰ τῶν καταφευγόντων προσφύγων.: [1324, 439, 1550, 524]
- column-divider: [1317, 351, 1318, 1006]
- article-paragraph: Ὁ κ. Στεργιάδης θὰ κληθῇ πιθανὸν τὰς ἐπομένας ἡμέρας καὶ κατέλθῃ εἰς τὰς Ἀθήνας διὰ νὰ ἀνακριθῇ, ἐὰν δὲ τοῦτο καταστῇ ἀδύνατον θὰ γείνῃ ἡ ἐξέτασίς του εἰς τὴν ἐν Παρισίοις Πρεσβείαν.: [150, 1023, 358, 1108]
- center-lower-block: [374, 1478, 1068, 2086]
- article-separator: [170, 1869, 338, 1870]
- headline: Η ΡΩΣΣΙΑ ΕΠΙΜΕΝΕΙ: [1187, 1456, 1447, 1492]
- article-paragraph: Ὁ ἀνταποκριτὴς περιγράφει συγκινητικὰς σκηνὰς ἀπελπισίας τῶν Ἑλλήνων προσφύγων καὶ τὸν διαδραματισμένων ἐπὶ τῶν ἀκτῶν.: [610, 709, 832, 769]
- article-paragraph: Κατὰ τοῦ κ. Ξ. Στρατηγοῦ ὡς ἐπιγνωσθὲν προέκυψαν στοιχεῖα συνενοχῆς διὰ τὸ Μικρασιατικὸν ἀτύχημα, διὰ τοῦτο διετάχθη ἡ σύλληψις του.: [150, 762, 358, 833]
- headline: ΑΙ ΠΡΟΣΠΑΘΕΙΑΙ ΤΟΥ κ. ΝΑΝΣΕΝ ΔΙΑ ΤΟΥΣ ΑΙΧΜΑΛΩΤΟΥΣ ΚΑΙ ΤΟΥΣ ΠΡΟΣΦΥΓΑΣ: [463, 406, 979, 449]
- article-paragraph: Ὁ κ. Λόϋδ Τζώρτζ ἀπεφάσισε ὅτι ὁ Τούρκος δὲν ἀνακηρύσσει ὅτι ὁ Τοῦρκος ἔχει ἐγκαταλείψει τὴν Ἀνατολικὴν Θρᾴκην εἰς τοὺς Ἕλληνας.: [1324, 656, 1550, 713]
- article-paragraph: Τηλεγραφοῦν ἐκ Μυτιλήνης ὅτι ὁ Ν. Δ. Ψαρουδάκης ἐφόνευσεν διὰ μαχαίρας τὸν ἀναίτιον Ἀρτὸ Παπαδόπουλον.: [150, 1395, 358, 1451]
- headline: ΤΟ ΣΧΕΔΙΟΝ ΤΟΥ ΜΠΑΡΤΟΥ: [384, 1477, 586, 1492]
